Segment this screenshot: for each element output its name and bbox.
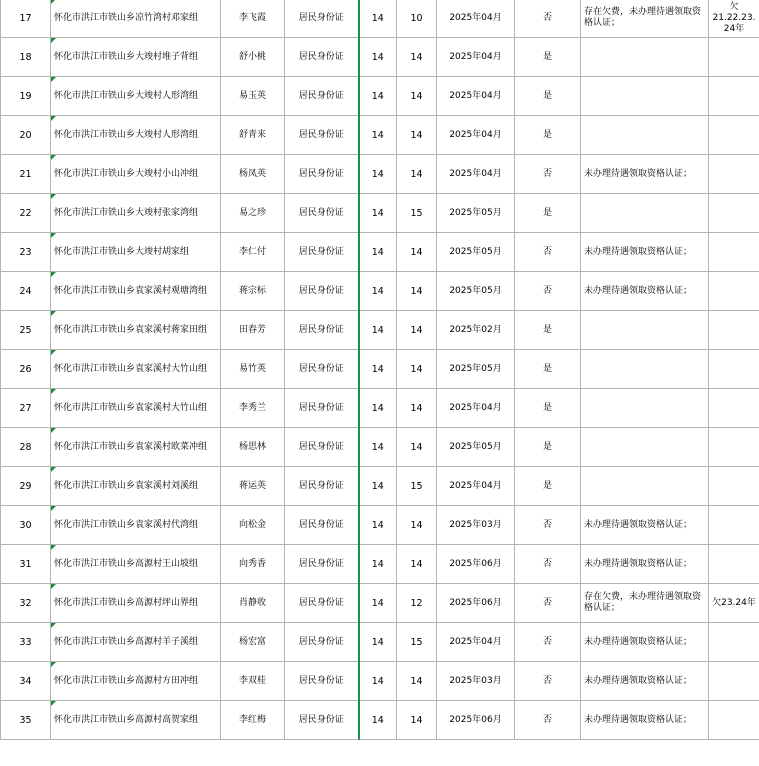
extra-cell xyxy=(709,623,759,662)
date-cell: 2025年04月 xyxy=(437,77,515,116)
note-cell: 存在欠费，未办理待遇领取资格认证； xyxy=(581,0,709,38)
row-number: 35 xyxy=(1,701,51,740)
count-cell-a: 14 xyxy=(359,428,397,467)
table-row xyxy=(1,311,759,350)
count-cell-a: 14 xyxy=(359,272,397,311)
row-number: 32 xyxy=(1,584,51,623)
note-cell: 未办理待遇领取资格认证； xyxy=(581,272,709,311)
status-cell: 是 xyxy=(515,350,581,389)
name-cell: 易竹英 xyxy=(221,350,285,389)
id-type-cell: 居民身份证 xyxy=(285,155,359,194)
count-cell-b: 10 xyxy=(397,0,437,38)
address-cell: 怀化市洪江市铁山乡大竣村胡家组 xyxy=(51,233,221,272)
status-cell: 否 xyxy=(515,233,581,272)
address-cell: 怀化市洪江市铁山乡袁家溪村刘溪组 xyxy=(51,467,221,506)
date-cell: 2025年05月 xyxy=(437,428,515,467)
note-cell xyxy=(581,428,709,467)
address-cell: 怀化市洪江市铁山乡高源村高贺家组 xyxy=(51,701,221,740)
row-number: 21 xyxy=(1,155,51,194)
table-row xyxy=(1,467,759,506)
table-body xyxy=(1,0,759,740)
id-type-cell: 居民身份证 xyxy=(285,662,359,701)
table-row xyxy=(1,428,759,467)
date-cell: 2025年06月 xyxy=(437,545,515,584)
table-row xyxy=(1,545,759,584)
address-cell: 怀化市洪江市铁山乡大竣村人形湾组 xyxy=(51,77,221,116)
row-number: 28 xyxy=(1,428,51,467)
id-type-cell: 居民身份证 xyxy=(285,233,359,272)
address-cell: 怀化市洪江市铁山乡袁家溪村代湾组 xyxy=(51,506,221,545)
row-number: 23 xyxy=(1,233,51,272)
address-cell: 怀化市洪江市铁山乡大竣村人形湾组 xyxy=(51,116,221,155)
name-cell: 杨凤英 xyxy=(221,155,285,194)
count-cell-b: 14 xyxy=(397,38,437,77)
name-cell: 田春芳 xyxy=(221,311,285,350)
id-type-cell: 居民身份证 xyxy=(285,623,359,662)
address-cell: 怀化市洪江市铁山乡袁家溪村大竹山组 xyxy=(51,350,221,389)
note-cell: 未办理待遇领取资格认证； xyxy=(581,506,709,545)
row-number: 17 xyxy=(1,0,51,38)
extra-cell xyxy=(709,506,759,545)
count-cell-b: 14 xyxy=(397,311,437,350)
row-number: 31 xyxy=(1,545,51,584)
table-row xyxy=(1,350,759,389)
date-cell: 2025年05月 xyxy=(437,233,515,272)
note-cell xyxy=(581,38,709,77)
status-cell: 否 xyxy=(515,584,581,623)
table-row xyxy=(1,77,759,116)
address-cell: 怀化市洪江市铁山乡高源村羊子溪组 xyxy=(51,623,221,662)
id-type-cell: 居民身份证 xyxy=(285,116,359,155)
note-cell xyxy=(581,116,709,155)
status-cell: 是 xyxy=(515,428,581,467)
count-cell-b: 14 xyxy=(397,545,437,584)
extra-cell xyxy=(709,194,759,233)
date-cell: 2025年04月 xyxy=(437,38,515,77)
date-cell: 2025年04月 xyxy=(437,623,515,662)
extra-cell xyxy=(709,350,759,389)
address-cell: 怀化市洪江市铁山乡袁家溪村观塘湾组 xyxy=(51,272,221,311)
note-cell: 未办理待遇领取资格认证； xyxy=(581,233,709,272)
table-row xyxy=(1,623,759,662)
table-row xyxy=(1,584,759,623)
row-number: 34 xyxy=(1,662,51,701)
count-cell-a: 14 xyxy=(359,116,397,155)
extra-cell xyxy=(709,545,759,584)
date-cell: 2025年04月 xyxy=(437,467,515,506)
note-cell xyxy=(581,350,709,389)
row-number: 29 xyxy=(1,467,51,506)
id-type-cell: 居民身份证 xyxy=(285,584,359,623)
count-cell-b: 14 xyxy=(397,272,437,311)
extra-cell: 欠 21.22.23. 24年 xyxy=(709,0,759,38)
note-cell: 未办理待遇领取资格认证； xyxy=(581,662,709,701)
name-cell: 向松金 xyxy=(221,506,285,545)
count-cell-b: 14 xyxy=(397,350,437,389)
count-cell-b: 15 xyxy=(397,623,437,662)
name-cell: 李飞霞 xyxy=(221,0,285,38)
count-cell-a: 14 xyxy=(359,701,397,740)
count-cell-a: 14 xyxy=(359,545,397,584)
row-number: 19 xyxy=(1,77,51,116)
count-cell-a: 14 xyxy=(359,623,397,662)
table-row xyxy=(1,272,759,311)
name-cell: 李秀兰 xyxy=(221,389,285,428)
address-cell: 怀化市洪江市铁山乡袁家溪村大竹山组 xyxy=(51,389,221,428)
row-number: 26 xyxy=(1,350,51,389)
id-type-cell: 居民身份证 xyxy=(285,38,359,77)
date-cell: 2025年05月 xyxy=(437,194,515,233)
name-cell: 蒋宗标 xyxy=(221,272,285,311)
name-cell: 舒青来 xyxy=(221,116,285,155)
status-cell: 否 xyxy=(515,545,581,584)
name-cell: 李红梅 xyxy=(221,701,285,740)
note-cell: 未办理待遇领取资格认证； xyxy=(581,545,709,584)
date-cell: 2025年05月 xyxy=(437,272,515,311)
id-type-cell: 居民身份证 xyxy=(285,467,359,506)
id-type-cell: 居民身份证 xyxy=(285,311,359,350)
id-type-cell: 居民身份证 xyxy=(285,701,359,740)
extra-cell xyxy=(709,233,759,272)
status-cell: 否 xyxy=(515,623,581,662)
extra-cell xyxy=(709,77,759,116)
table-row xyxy=(1,116,759,155)
count-cell-a: 14 xyxy=(359,389,397,428)
count-cell-a: 14 xyxy=(359,506,397,545)
count-cell-b: 15 xyxy=(397,467,437,506)
table-row xyxy=(1,233,759,272)
date-cell: 2025年04月 xyxy=(437,389,515,428)
note-cell xyxy=(581,77,709,116)
name-cell: 蒋运英 xyxy=(221,467,285,506)
table-row xyxy=(1,0,759,38)
extra-cell xyxy=(709,701,759,740)
date-cell: 2025年05月 xyxy=(437,350,515,389)
count-cell-a: 14 xyxy=(359,233,397,272)
extra-cell xyxy=(709,311,759,350)
id-type-cell: 居民身份证 xyxy=(285,0,359,38)
name-cell: 李双桂 xyxy=(221,662,285,701)
extra-cell: 欠23.24年 xyxy=(709,584,759,623)
status-cell: 否 xyxy=(515,155,581,194)
note-cell xyxy=(581,194,709,233)
id-type-cell: 居民身份证 xyxy=(285,545,359,584)
row-number: 27 xyxy=(1,389,51,428)
count-cell-b: 12 xyxy=(397,584,437,623)
id-type-cell: 居民身份证 xyxy=(285,77,359,116)
address-cell: 怀化市洪江市铁山乡大竣村张家湾组 xyxy=(51,194,221,233)
status-cell: 否 xyxy=(515,272,581,311)
count-cell-a: 14 xyxy=(359,155,397,194)
count-cell-b: 14 xyxy=(397,116,437,155)
count-cell-a: 14 xyxy=(359,311,397,350)
status-cell: 是 xyxy=(515,467,581,506)
row-number: 22 xyxy=(1,194,51,233)
row-number: 24 xyxy=(1,272,51,311)
extra-cell xyxy=(709,662,759,701)
id-type-cell: 居民身份证 xyxy=(285,428,359,467)
extra-cell xyxy=(709,428,759,467)
count-cell-b: 14 xyxy=(397,155,437,194)
id-type-cell: 居民身份证 xyxy=(285,389,359,428)
address-cell: 怀化市洪江市铁山乡高源村方田冲组 xyxy=(51,662,221,701)
status-cell: 否 xyxy=(515,701,581,740)
address-cell: 怀化市洪江市铁山乡袁家溪村欧菜冲组 xyxy=(51,428,221,467)
status-cell: 是 xyxy=(515,194,581,233)
address-cell: 怀化市洪江市铁山乡袁家溪村蒋家田组 xyxy=(51,311,221,350)
count-cell-b: 14 xyxy=(397,389,437,428)
note-cell xyxy=(581,467,709,506)
extra-cell xyxy=(709,272,759,311)
table-row xyxy=(1,38,759,77)
date-cell: 2025年04月 xyxy=(437,0,515,38)
table-row xyxy=(1,701,759,740)
date-cell: 2025年04月 xyxy=(437,116,515,155)
note-cell xyxy=(581,311,709,350)
date-cell: 2025年06月 xyxy=(437,701,515,740)
id-type-cell: 居民身份证 xyxy=(285,272,359,311)
count-cell-a: 14 xyxy=(359,194,397,233)
extra-cell xyxy=(709,467,759,506)
id-type-cell: 居民身份证 xyxy=(285,506,359,545)
row-number: 18 xyxy=(1,38,51,77)
date-cell: 2025年03月 xyxy=(437,506,515,545)
table-row xyxy=(1,506,759,545)
count-cell-a: 14 xyxy=(359,77,397,116)
table-row xyxy=(1,389,759,428)
extra-cell xyxy=(709,38,759,77)
count-cell-a: 14 xyxy=(359,350,397,389)
status-cell: 否 xyxy=(515,506,581,545)
note-cell: 未办理待遇领取资格认证； xyxy=(581,701,709,740)
count-cell-b: 14 xyxy=(397,428,437,467)
date-cell: 2025年04月 xyxy=(437,155,515,194)
extra-cell xyxy=(709,116,759,155)
address-cell: 怀化市洪江市铁山乡高源村王山坡组 xyxy=(51,545,221,584)
id-type-cell: 居民身份证 xyxy=(285,194,359,233)
status-cell: 是 xyxy=(515,311,581,350)
table-row xyxy=(1,194,759,233)
address-cell: 怀化市洪江市铁山乡凉竹湾村邓家组 xyxy=(51,0,221,38)
row-number: 20 xyxy=(1,116,51,155)
row-number: 30 xyxy=(1,506,51,545)
count-cell-b: 15 xyxy=(397,194,437,233)
count-cell-a: 14 xyxy=(359,0,397,38)
count-cell-a: 14 xyxy=(359,38,397,77)
name-cell: 易玉英 xyxy=(221,77,285,116)
count-cell-a: 14 xyxy=(359,662,397,701)
status-cell: 是 xyxy=(515,389,581,428)
name-cell: 李仁付 xyxy=(221,233,285,272)
extra-cell xyxy=(709,389,759,428)
name-cell: 肖静收 xyxy=(221,584,285,623)
name-cell: 易之珍 xyxy=(221,194,285,233)
address-cell: 怀化市洪江市铁山乡高源村坪山界组 xyxy=(51,584,221,623)
extra-cell xyxy=(709,155,759,194)
name-cell: 向秀香 xyxy=(221,545,285,584)
status-cell: 是 xyxy=(515,77,581,116)
note-cell: 存在欠费，未办理待遇领取资格认证； xyxy=(581,584,709,623)
address-cell: 怀化市洪江市铁山乡大竣村堆子背组 xyxy=(51,38,221,77)
count-cell-a: 14 xyxy=(359,467,397,506)
note-cell: 未办理待遇领取资格认证； xyxy=(581,623,709,662)
id-type-cell: 居民身份证 xyxy=(285,350,359,389)
date-cell: 2025年02月 xyxy=(437,311,515,350)
note-cell xyxy=(581,389,709,428)
count-cell-b: 14 xyxy=(397,701,437,740)
status-cell: 否 xyxy=(515,0,581,38)
status-cell: 是 xyxy=(515,38,581,77)
count-cell-b: 14 xyxy=(397,77,437,116)
status-cell: 否 xyxy=(515,662,581,701)
count-cell-a: 14 xyxy=(359,584,397,623)
count-cell-b: 14 xyxy=(397,506,437,545)
table-row xyxy=(1,662,759,701)
count-cell-b: 14 xyxy=(397,662,437,701)
date-cell: 2025年03月 xyxy=(437,662,515,701)
name-cell: 杨宏富 xyxy=(221,623,285,662)
count-cell-b: 14 xyxy=(397,233,437,272)
row-number: 25 xyxy=(1,311,51,350)
address-cell: 怀化市洪江市铁山乡大竣村小山冲组 xyxy=(51,155,221,194)
table-row xyxy=(1,155,759,194)
name-cell: 舒小桃 xyxy=(221,38,285,77)
status-cell: 是 xyxy=(515,116,581,155)
note-cell: 未办理待遇领取资格认证； xyxy=(581,155,709,194)
row-number: 33 xyxy=(1,623,51,662)
date-cell: 2025年06月 xyxy=(437,584,515,623)
name-cell: 杨思林 xyxy=(221,428,285,467)
